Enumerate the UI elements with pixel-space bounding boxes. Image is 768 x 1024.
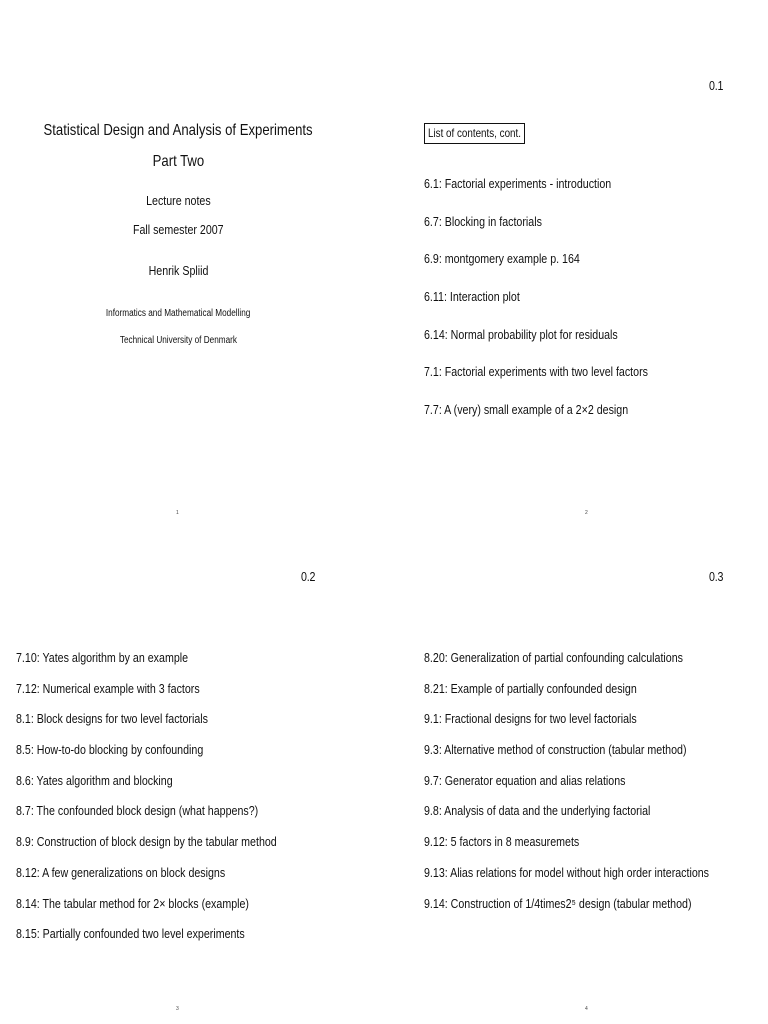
list-item-text: 9.1: Fractional designs for two level factorials bbox=[424, 711, 637, 727]
institute-name-text: Informatics and Mathematical Modelling bbox=[105, 308, 251, 319]
list-item-text: 7.10: Yates algorithm by an example bbox=[16, 650, 189, 665]
slide-contents-1 bbox=[384, 0, 768, 516]
page-footer-number: 1 bbox=[176, 510, 179, 516]
list-item bbox=[16, 832, 334, 863]
slide-number-text: 0.1 bbox=[708, 78, 723, 93]
list-item bbox=[424, 801, 768, 832]
institute-name bbox=[0, 308, 356, 319]
list-item bbox=[424, 287, 697, 325]
list-item bbox=[16, 740, 334, 771]
list-item-text: 6.7: Blocking in factorials bbox=[424, 213, 542, 229]
list-item bbox=[424, 174, 697, 212]
document-title bbox=[0, 120, 356, 142]
list-item-text: 8.9: Construction of block design by the tabular method bbox=[16, 834, 277, 850]
list-item-text: 9.8: Analysis of data and the underlying factorial bbox=[424, 803, 651, 819]
slide-number bbox=[301, 569, 318, 584]
list-item-text: 8.12: A few generalizations on block designs bbox=[16, 864, 226, 880]
slide-number-text: 0.3 bbox=[708, 569, 723, 584]
list-item-text: 9.12: 5 factors in 8 measuremets bbox=[424, 834, 580, 850]
list-item-text: 9.3: Alternative method of construction (tabular method) bbox=[424, 742, 687, 758]
contents-list bbox=[424, 174, 697, 438]
list-item bbox=[16, 648, 334, 679]
list-item bbox=[16, 771, 334, 802]
list-item bbox=[16, 863, 334, 894]
list-item-text: 8.1: Block designs for two level factorials bbox=[16, 711, 208, 727]
list-item-text: 9.7: Generator equation and alias relations bbox=[424, 772, 626, 788]
list-item-text: 6.14: Normal probability plot for residuals bbox=[424, 326, 618, 342]
document-subtitle bbox=[0, 151, 356, 173]
slide-contents-3 bbox=[384, 512, 768, 1024]
document-subtitle-text: Part Two bbox=[152, 153, 204, 170]
list-item bbox=[424, 863, 768, 894]
list-item bbox=[424, 709, 768, 740]
list-item-text: 8.7: The confounded block design (what happens?) bbox=[16, 803, 259, 819]
semester-text: Fall semester 2007 bbox=[132, 222, 224, 237]
list-item-text: 8.15: Partially confounded two level experiments bbox=[16, 926, 245, 942]
list-item-text: 6.9: montgomery example p. 164 bbox=[424, 251, 580, 267]
contents-heading-box bbox=[424, 123, 525, 144]
list-item bbox=[424, 832, 768, 863]
list-item bbox=[16, 679, 334, 710]
page-footer-number: 4 bbox=[585, 1006, 588, 1012]
slide-contents-2 bbox=[0, 512, 384, 1024]
list-item bbox=[424, 362, 697, 400]
slide-number bbox=[709, 78, 726, 93]
list-item bbox=[16, 801, 334, 832]
list-item-text: 8.20: Generalization of partial confounding calculations bbox=[424, 650, 683, 665]
lecture-notes-label bbox=[0, 193, 356, 208]
page-footer-number: 3 bbox=[176, 1006, 179, 1012]
lecture-notes-text: Lecture notes bbox=[145, 193, 211, 208]
list-item bbox=[424, 648, 768, 679]
slide-title bbox=[0, 0, 384, 516]
list-item-text: 8.6: Yates algorithm and blocking bbox=[16, 772, 173, 788]
list-item bbox=[424, 249, 697, 287]
list-item bbox=[424, 771, 768, 802]
university-name-text: Technical University of Denmark bbox=[119, 335, 237, 346]
list-item-text: 7.1: Factorial experiments with two level factors bbox=[424, 364, 648, 380]
slide-number-text: 0.2 bbox=[300, 569, 315, 584]
list-item-text: 8.5: How-to-do blocking by confounding bbox=[16, 742, 204, 758]
contents-list bbox=[16, 648, 334, 955]
list-item-text: 7.7: A (very) small example of a 2×2 design bbox=[424, 402, 629, 418]
document-title-text: Statistical Design and Analysis of Experiments bbox=[43, 122, 313, 139]
list-item-text: 9.14: Construction of 1/4times2⁵ design (tabular method) bbox=[424, 895, 692, 911]
list-item bbox=[424, 325, 697, 363]
list-item bbox=[16, 709, 334, 740]
list-item bbox=[424, 212, 697, 250]
author-name bbox=[0, 263, 356, 278]
slide-number bbox=[709, 569, 726, 584]
list-item bbox=[424, 740, 768, 771]
semester-label bbox=[0, 222, 356, 237]
title-block bbox=[0, 120, 356, 346]
list-item-text: 8.21: Example of partially confounded design bbox=[424, 680, 637, 696]
list-item-text: 9.13: Alias relations for model without high order interactions bbox=[424, 864, 710, 880]
list-item bbox=[16, 894, 334, 925]
list-item bbox=[16, 924, 334, 955]
list-item-text: 6.1: Factorial experiments - introduction bbox=[424, 176, 612, 191]
list-item-text: 8.14: The tabular method for 2× blocks (example) bbox=[16, 895, 249, 911]
page-footer-number: 2 bbox=[585, 510, 588, 516]
list-item bbox=[424, 400, 697, 438]
list-item bbox=[424, 679, 768, 710]
author-name-text: Henrik Spliid bbox=[148, 263, 208, 278]
contents-list bbox=[424, 648, 768, 924]
list-item-text: 7.12: Numerical example with 3 factors bbox=[16, 680, 200, 696]
contents-heading: List of contents, cont. bbox=[428, 126, 521, 140]
list-item-text: 6.11: Interaction plot bbox=[424, 289, 520, 305]
university-name bbox=[0, 335, 356, 346]
list-item bbox=[424, 894, 768, 925]
